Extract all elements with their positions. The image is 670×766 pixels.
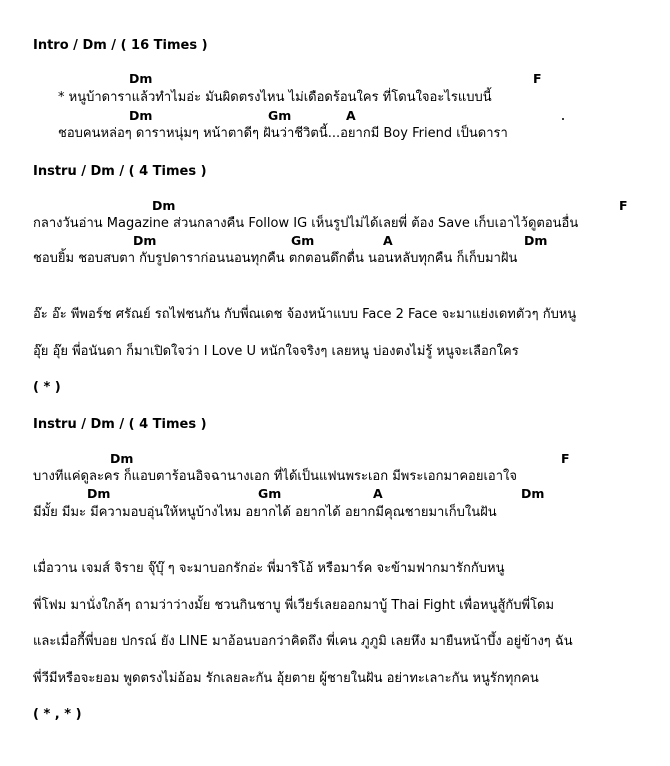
- chord: Dm: [110, 451, 134, 466]
- chord: F: [561, 451, 570, 466]
- chord: Gm: [268, 108, 292, 123]
- chord: F: [533, 71, 542, 86]
- refrain-marker: ( * , * ): [33, 707, 82, 722]
- lyric-line: มีมั้ย มีมะ มีความอบอุ่นให้หนูบ้างไหม อยากได้ อยากได้ อยากมีคุณชายมาเก็บในฝัน: [33, 505, 497, 520]
- chord: Dm: [133, 233, 157, 248]
- lyric-line: * หนูบ้าดาราแล้วทำไมอ่ะ มันผิดตรงไหน ไม่เดือดร้อนใคร ที่โดนใจอะไรแบบนี้: [58, 90, 492, 105]
- lyric-line: อ๊ะ อ๊ะ พีพอร์ช ศรัณย์ รถไฟชนกัน กับพี่ณเดช จ้องหน้าแบบ Face 2 Face จะมาแย่งเดทตัวๆ กับหนู: [33, 307, 577, 322]
- section-intro: Intro / Dm / ( 16 Times ): [33, 38, 208, 53]
- lyric-line: ชอบยิ้ม ชอบสบตา กับรูปดาราก่อนนอนทุกคืน ตกตอนดึกดื่น นอนหลับทุกคืน ก็เก็บมาฝัน: [33, 251, 518, 266]
- chord: Dm: [524, 233, 548, 248]
- chord: Dm: [129, 108, 153, 123]
- section-instru: Instru / Dm / ( 4 Times ): [33, 164, 207, 179]
- refrain-marker: ( * ): [33, 380, 61, 395]
- chord: Dm: [521, 486, 545, 501]
- lyric-line: บางทีแค่ดูละคร ก็แอบตาร้อนอิจฉานางเอก ที่ได้เป็นแฟนพระเอก มีพระเอกมาคอยเอาใจ: [33, 469, 517, 484]
- lyric-line: ชอบคนหล่อๆ ดาราหนุ่มๆ หน้าตาดีๆ ฝันว่าชีวิตนี้...อยากมี Boy Friend เป็นดารา: [58, 126, 508, 141]
- chord: Dm: [87, 486, 111, 501]
- chord: A: [383, 233, 393, 248]
- lyric-line: และเมื่อกี้พี่บอย ปกรณ์ ยัง LINE มาอ้อนบอกว่าคิดถึง พี่เคน ภูภูมิ เลยหึง มายืนหน้าบึ้ง อยู่ข้างๆ ฉัน: [33, 634, 573, 649]
- lyric-line: เมื่อวาน เจมส์ จิราย จุ๊บุ๊ ๆ จะมาบอกรักอ่ะ พี่มาริโอ้ หรือมาร์ค จะข้ามฟากมารักกับหนู: [33, 561, 505, 576]
- chord: A: [346, 108, 356, 123]
- chord: Gm: [258, 486, 282, 501]
- lyric-line: กลางวันอ่าน Magazine ส่วนกลางคืน Follow IG เห็นรูปไม่ได้เลยพี่ ต้อง Save เก็บเอาไว้ดูตอนอื่น: [33, 216, 579, 231]
- lyric-line: พี่วีมีหรือจะยอม พูดตรงไม่อ้อม รักเลยละกัน อุ้ยตาย ผู้ชายในฝัน อย่าทะเลาะกัน หนูรักทุกคน: [33, 671, 539, 686]
- chord: A: [373, 486, 383, 501]
- section-instru: Instru / Dm / ( 4 Times ): [33, 417, 207, 432]
- lyric-line: อุ๊ย อุ๊ย พี่อนันดา ก็มาเปิดใจว่า I Love U หนักใจจริงๆ เลยหนู บ่องตงไม่รู้ หนูจะเลือกใคร: [33, 344, 519, 359]
- chord: Dm: [129, 71, 153, 86]
- stray-dot: [562, 118, 564, 120]
- lyric-line: พี่โฟม มานั่งใกล้ๆ ถามว่าว่างมั้ย ชวนกินชาบู พี่เวียร์เลยออกมาบู้ Thai Fight เพื่อหนูสู้กับพี่โดม: [33, 598, 555, 613]
- chord: F: [619, 198, 628, 213]
- chord: Gm: [291, 233, 315, 248]
- chord: Dm: [152, 198, 176, 213]
